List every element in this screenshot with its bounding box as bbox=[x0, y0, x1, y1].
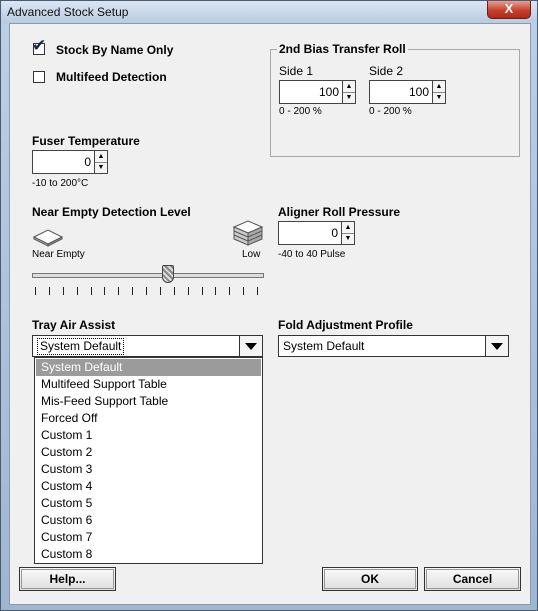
side1-label: Side 1 bbox=[279, 64, 314, 78]
bias-transfer-title: 2nd Bias Transfer Roll bbox=[279, 42, 406, 56]
tray-air-option[interactable]: Custom 1 bbox=[41, 428, 93, 442]
slider-tick bbox=[243, 287, 244, 295]
fuser-spinner[interactable] bbox=[32, 150, 108, 174]
slider-tick bbox=[160, 287, 161, 295]
tray-air-option[interactable]: System Default bbox=[36, 359, 261, 376]
slider-tick bbox=[104, 287, 105, 295]
side2-range: 0 - 200 % bbox=[369, 106, 412, 117]
fuser-spin-buttons bbox=[94, 151, 107, 173]
spin-up-icon[interactable]: ▲ bbox=[433, 81, 445, 93]
help-button[interactable] bbox=[19, 567, 116, 591]
slider-tick bbox=[63, 287, 64, 295]
fold-profile-dropdown-button[interactable] bbox=[485, 336, 508, 356]
multifeed-detection-label: Multifeed Detection bbox=[56, 70, 167, 84]
side1-spin-buttons bbox=[342, 81, 355, 103]
side1-value: 100 bbox=[318, 85, 339, 99]
cancel-button-label: Cancel bbox=[452, 572, 493, 586]
tray-air-option[interactable]: Forced Off bbox=[41, 411, 98, 425]
close-button[interactable] bbox=[487, 1, 531, 19]
chevron-down-icon bbox=[245, 343, 257, 350]
tray-air-option[interactable]: Custom 3 bbox=[41, 462, 93, 476]
slider-tick bbox=[77, 287, 78, 295]
fold-profile-dropdown[interactable] bbox=[278, 335, 509, 357]
title-bar[interactable] bbox=[1, 1, 537, 23]
spin-down-icon[interactable]: ▼ bbox=[435, 94, 443, 101]
spin-down-icon[interactable]: ▼ bbox=[345, 94, 353, 101]
spin-up-icon[interactable]: ▲ bbox=[342, 222, 354, 234]
near-empty-slider-thumb[interactable] bbox=[162, 265, 174, 283]
near-empty-left-label: Near Empty bbox=[32, 249, 85, 260]
fuser-value: 0 bbox=[84, 155, 91, 169]
spin-down-icon[interactable]: ▼ bbox=[344, 235, 352, 242]
aligner-label: Aligner Roll Pressure bbox=[278, 205, 401, 219]
ok-button[interactable] bbox=[322, 567, 418, 591]
slider-tick bbox=[229, 287, 230, 295]
slider-tick bbox=[49, 287, 50, 295]
bias-transfer-group bbox=[270, 42, 520, 157]
tray-air-option[interactable]: Custom 5 bbox=[41, 496, 93, 510]
slider-tick bbox=[91, 287, 92, 295]
tray-air-option[interactable]: Custom 8 bbox=[41, 547, 93, 561]
close-icon: X bbox=[504, 1, 514, 16]
fold-profile-value: System Default bbox=[283, 339, 365, 353]
near-empty-slider-track[interactable] bbox=[32, 273, 264, 278]
tray-air-option[interactable]: Multifeed Support Table bbox=[41, 377, 167, 391]
slider-tick bbox=[188, 287, 189, 295]
side2-value: 100 bbox=[408, 85, 429, 99]
slider-tick bbox=[174, 287, 175, 295]
aligner-spinner[interactable] bbox=[278, 221, 355, 245]
tray-air-value: System Default bbox=[37, 338, 124, 355]
fuser-label: Fuser Temperature bbox=[32, 134, 140, 148]
spin-up-icon[interactable]: ▲ bbox=[95, 151, 107, 163]
fold-profile-label: Fold Adjustment Profile bbox=[278, 318, 413, 332]
stock-by-name-label: Stock By Name Only bbox=[56, 43, 174, 57]
side1-range: 0 - 200 % bbox=[279, 106, 322, 117]
multifeed-detection-checkbox[interactable] bbox=[33, 71, 45, 83]
tray-air-option[interactable]: Custom 7 bbox=[41, 530, 93, 544]
cancel-button[interactable] bbox=[424, 567, 521, 591]
side2-spinner[interactable] bbox=[369, 80, 446, 104]
stock-by-name-checkbox[interactable] bbox=[32, 36, 47, 55]
paper-stack-icon bbox=[232, 219, 264, 249]
tray-air-label: Tray Air Assist bbox=[32, 318, 116, 332]
slider-tick bbox=[202, 287, 203, 295]
slider-tick bbox=[132, 287, 133, 295]
dialog-content bbox=[9, 23, 531, 605]
aligner-value: 0 bbox=[331, 226, 338, 240]
near-empty-paper-icon bbox=[32, 227, 64, 247]
tray-air-dropdown[interactable] bbox=[32, 335, 263, 357]
aligner-spin-buttons bbox=[341, 222, 354, 244]
side2-spin-buttons bbox=[432, 81, 445, 103]
slider-tick bbox=[257, 287, 258, 295]
ok-button-label: OK bbox=[361, 572, 379, 586]
tray-air-option[interactable]: Mis-Feed Support Table bbox=[41, 394, 169, 408]
tray-air-option[interactable]: Custom 6 bbox=[41, 513, 93, 527]
spin-down-icon[interactable]: ▼ bbox=[97, 164, 105, 171]
slider-tick bbox=[215, 287, 216, 295]
side2-label: Side 2 bbox=[369, 64, 404, 78]
tray-air-option[interactable]: Custom 2 bbox=[41, 445, 93, 459]
near-empty-label: Near Empty Detection Level bbox=[32, 205, 191, 219]
help-button-label: Help... bbox=[49, 572, 86, 586]
slider-tick bbox=[35, 287, 36, 295]
fuser-range: -10 to 200°C bbox=[32, 178, 89, 189]
side1-spinner[interactable] bbox=[279, 80, 356, 104]
spin-up-icon[interactable]: ▲ bbox=[343, 81, 355, 93]
near-empty-right-label: Low bbox=[242, 249, 261, 260]
tray-air-options-list[interactable] bbox=[34, 357, 263, 564]
aligner-range: -40 to 40 Pulse bbox=[278, 249, 346, 260]
slider-tick bbox=[146, 287, 147, 295]
window-title: Advanced Stock Setup bbox=[7, 5, 129, 19]
checkmark-icon: ✔ bbox=[32, 36, 47, 55]
tray-air-option[interactable]: Custom 4 bbox=[41, 479, 93, 493]
chevron-down-icon bbox=[491, 343, 503, 350]
tray-air-dropdown-button[interactable] bbox=[239, 336, 262, 356]
slider-tick bbox=[118, 287, 119, 295]
